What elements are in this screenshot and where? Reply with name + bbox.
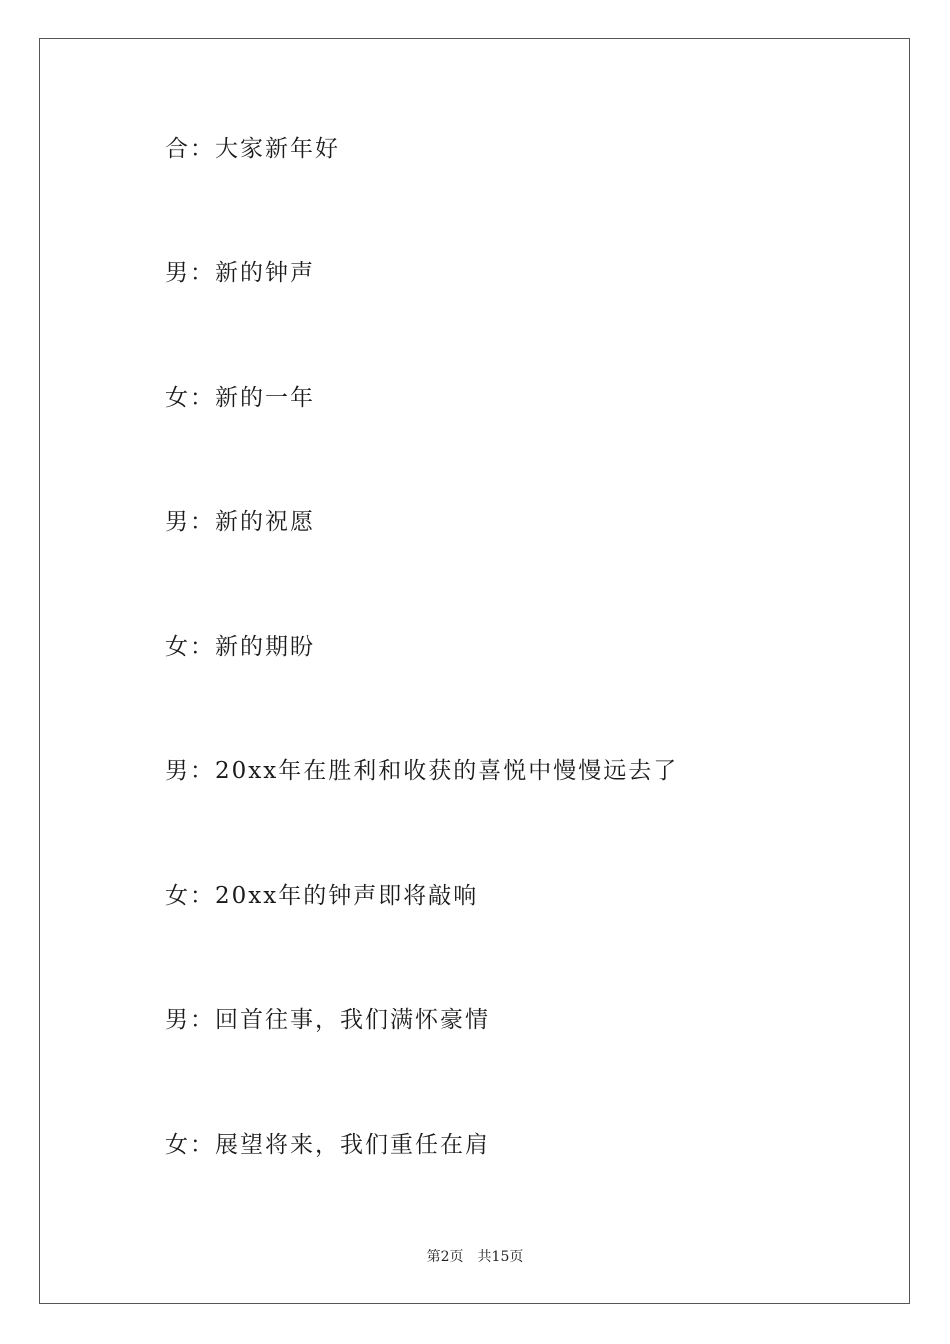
page-footer bbox=[0, 1248, 950, 1266]
page-total: 共15页 bbox=[477, 1249, 524, 1265]
dialogue-line: 合：大家新年好 bbox=[165, 136, 340, 162]
dialogue-line: 女：20xx年的钟声即将敲响 bbox=[165, 883, 479, 909]
dialogue-line: 女：展望将来，我们重任在肩 bbox=[165, 1132, 490, 1158]
page-number: 第2页 bbox=[426, 1249, 464, 1265]
page-border bbox=[39, 38, 910, 1304]
dialogue-line: 女：新的一年 bbox=[165, 385, 315, 411]
dialogue-line: 男：新的钟声 bbox=[165, 260, 315, 286]
dialogue-line: 男：20xx年在胜利和收获的喜悦中慢慢远去了 bbox=[165, 758, 679, 784]
dialogue-line: 男：新的祝愿 bbox=[165, 509, 315, 535]
dialogue-line: 男：回首往事，我们满怀豪情 bbox=[165, 1007, 490, 1033]
dialogue-line: 女：新的期盼 bbox=[165, 634, 315, 660]
